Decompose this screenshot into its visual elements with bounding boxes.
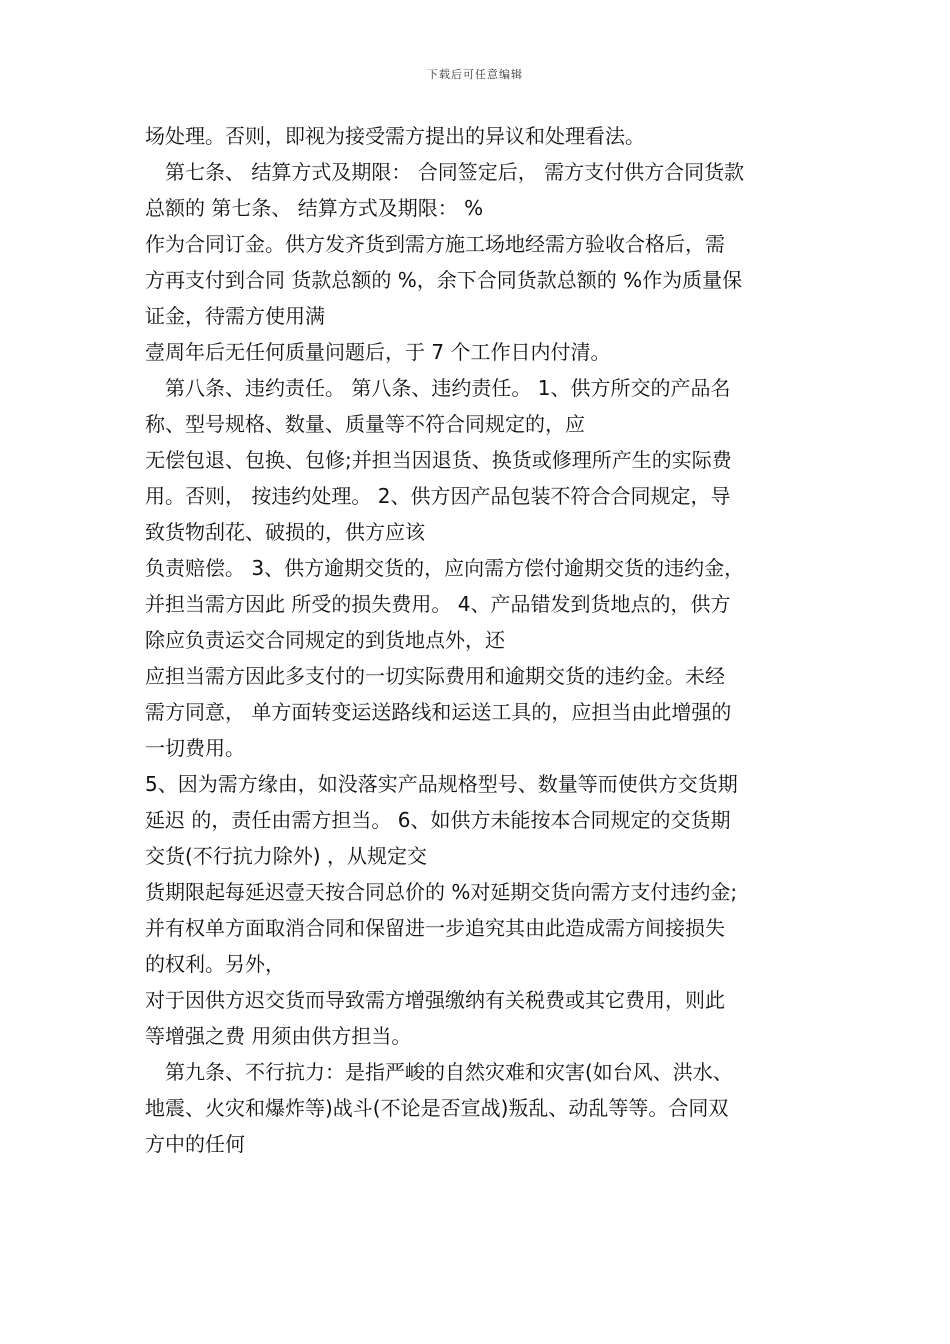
text-line: 交货(不行抗力除外) ，从规定交: [145, 844, 427, 868]
text-line: 并有权单方面取消合同和保留进一步追究其由此造成需方间接损失: [145, 916, 725, 940]
text-line: 壹周年后无任何质量问题后，于 7 个工作日内付清。: [145, 340, 611, 364]
text-line: 5、因为需方缘由，如没落实产品规格型号、数量等而使供方交货期: [145, 772, 738, 796]
text-line: 第七条、 结算方式及期限： 合同签定后， 需方支付供方合同货款: [165, 160, 745, 184]
text-line: 用。否则， 按违约处理。 2、供方因产品包装不符合合同规定，导: [145, 484, 731, 508]
text-line: 除应负责运交合同规定的到货地点外，还: [145, 628, 505, 652]
text-line: 总额的 第七条、 结算方式及期限： %: [145, 196, 484, 220]
text-line: 致货物刮花、破损的，供方应该: [145, 520, 425, 544]
text-line: 场处理。否则，即视为接受需方提出的异议和处理看法。: [145, 124, 645, 148]
page-header: 下载后可任意编辑: [427, 68, 523, 81]
text-line: 需方同意， 单方面转变运送路线和运送工具的，应担当由此增强的: [145, 700, 732, 724]
text-line: 一切费用。: [145, 736, 245, 760]
text-line: 第九条、不行抗力：是指严峻的自然灾难和灾害(如台风、洪水、: [165, 1060, 733, 1084]
text-line: 第八条、违约责任。 第八条、违约责任。 1、供方所交的产品名: [165, 376, 731, 400]
text-line: 货期限起每延迟壹天按合同总价的 %对延期交货向需方支付违约金;: [145, 880, 738, 904]
text-line: 方再支付到合同 货款总额的 %，余下合同货款总额的 %作为质量保: [145, 268, 743, 292]
text-line: 方中的任何: [145, 1132, 245, 1156]
text-line: 负责赔偿。 3、供方逾期交货的，应向需方偿付逾期交货的违约金，: [145, 556, 745, 580]
text-line: 的权利。另外，: [145, 952, 285, 976]
text-line: 延迟 的，责任由需方担当。 6、如供方未能按本合同规定的交货期: [145, 808, 731, 832]
text-line: 证金，待需方使用满: [145, 304, 325, 328]
text-line: 等增强之费 用须由供方担当。: [145, 1024, 412, 1048]
text-line: 作为合同订金。供方发齐货到需方施工场地经需方验收合格后，需: [145, 232, 725, 256]
text-line: 无偿包退、包换、包修;并担当因退货、换货或修理所产生的实际费: [145, 448, 732, 472]
text-line: 对于因供方迟交货而导致需方增强缴纳有关税费或其它费用，则此: [145, 988, 725, 1012]
text-line: 称、型号规格、数量、质量等不符合同规定的，应: [145, 412, 585, 436]
document-body: [145, 118, 815, 1162]
text-line: 地震、火灾和爆炸等)战斗(不论是否宣战)叛乱、动乱等等。合同双: [145, 1096, 729, 1120]
text-line: 并担当需方因此 所受的损失费用。 4、产品错发到货地点的，供方: [145, 592, 731, 616]
text-line: 应担当需方因此多支付的一切实际费用和逾期交货的违约金。未经: [145, 664, 725, 688]
